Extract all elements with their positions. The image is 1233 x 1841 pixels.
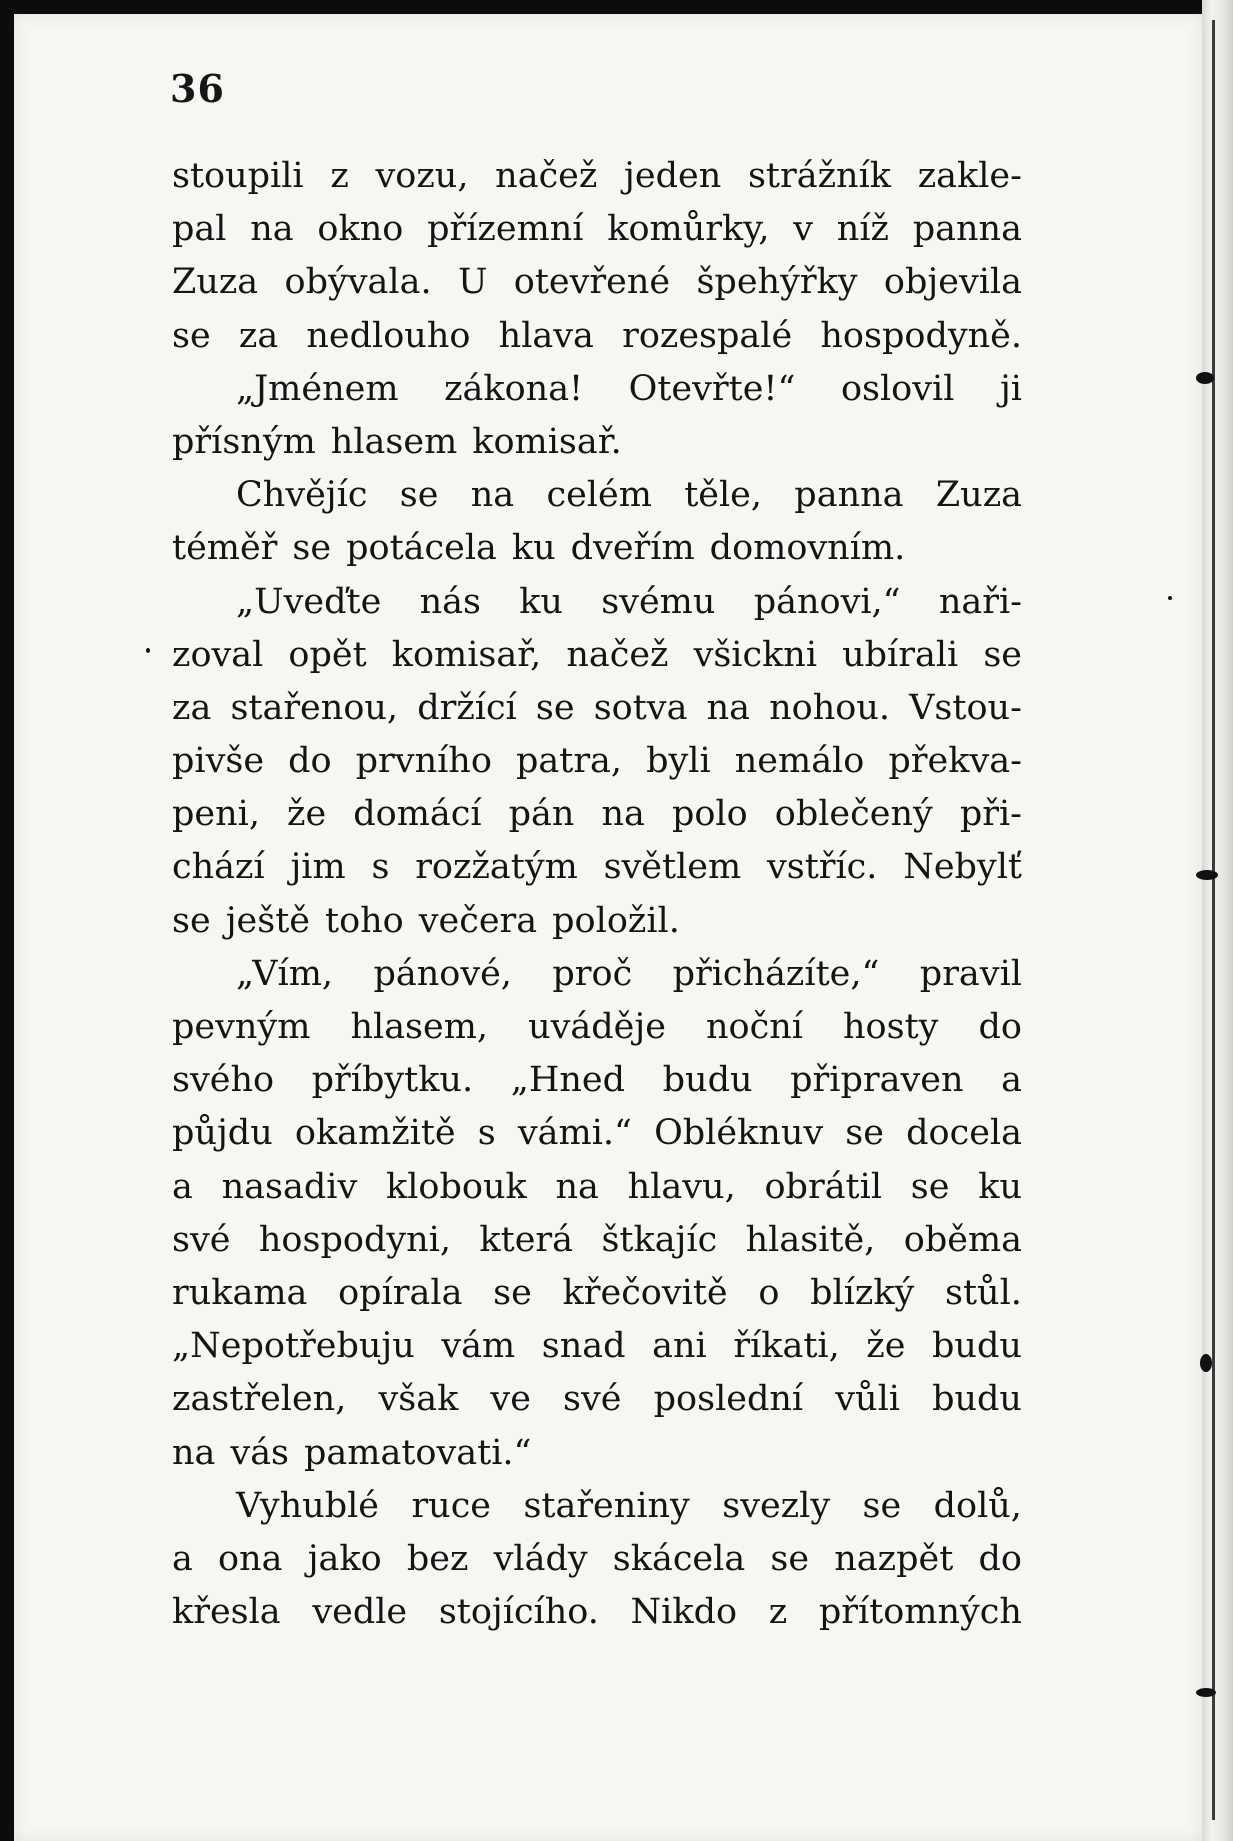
text-word: hospodyni, [258,1219,451,1260]
text-word: sotva [593,687,688,728]
text-line [172,1373,1022,1426]
text-word: komisař. [472,421,622,462]
text-word: se [493,1272,532,1313]
text-word: zastřelen, [172,1379,347,1420]
text-word: na [172,1432,216,1473]
text-line [172,1427,1022,1480]
scan-speck [146,648,150,653]
text-word: pivše [172,741,265,782]
page-binding-edge [1202,0,1233,1841]
text-word: při- [959,794,1022,835]
text-word: oblečený [774,794,933,835]
text-word: komisař, [391,634,542,675]
text-word: budu [932,1379,1022,1420]
text-word: hlasem [330,421,458,462]
text-word: držící [417,687,517,728]
text-word: s [371,847,390,888]
text-word: poslední [653,1379,804,1420]
text-word: přísným [172,421,316,462]
text-word: Nebylť [903,847,1022,888]
text-word: na [470,475,515,516]
text-word: ruce [411,1485,492,1526]
text-word: rukama [172,1272,308,1313]
text-word: na [706,687,750,728]
text-word: bez [406,1538,469,1579]
text-word: hosty [843,1007,939,1047]
text-word: pevným [172,1007,311,1047]
text-word: snad [541,1326,626,1367]
text-word: vstříc. [766,847,878,888]
text-word: stojícího. [438,1592,599,1633]
text-line [172,735,1022,788]
text-word: Nikdo [630,1592,738,1633]
text-word: z [768,1592,788,1633]
text-word: se [292,528,332,569]
text-word: která [479,1219,574,1260]
text-word: načež [495,156,598,196]
text-word: docela [906,1113,1022,1154]
text-word: vlády [493,1538,588,1579]
text-word: okno [317,209,404,250]
text-word: pánovi,“ [753,581,901,622]
text-word: Obléknuv [654,1113,824,1154]
text-word: hlasitě, [745,1219,876,1260]
text-line [172,1533,1022,1586]
text-word: vozu, [375,156,469,196]
text-word: ku [511,528,556,569]
text-word: komůrky, [607,209,770,250]
text-word: Vyhublé [236,1485,380,1526]
text-word: prvního [355,741,492,782]
text-word: nazpět [834,1538,954,1579]
text-word: obrátil [764,1166,883,1207]
text-word: křečovitě [562,1272,728,1313]
text-word: svému [601,581,716,622]
text-word: říkati, [733,1326,840,1367]
text-word: oslovil [840,368,955,409]
text-word: všickni [693,634,818,675]
text-word: opět [288,634,367,675]
text-word: noční [706,1007,803,1047]
text-word: domovním. [709,528,906,569]
text-line [172,1001,1022,1054]
text-line [172,522,1022,575]
text-line [172,788,1022,841]
text-word: celém [546,475,652,516]
text-word: těle, [684,475,762,516]
text-word: strážník [747,156,891,196]
text-line [172,416,1022,469]
text-word: v [793,209,814,250]
text-word: ona [218,1538,283,1579]
text-word: domácí [353,794,482,835]
text-word: na [250,209,294,250]
text-word: a [1001,1060,1022,1101]
text-word: panna [912,209,1022,250]
text-word: pán [508,794,575,835]
text-word: U [457,262,488,303]
text-word: rozžatým [415,847,578,888]
text-word: potácela [346,528,497,569]
text-word: Chvějíc [236,475,368,516]
text-word: se [845,1113,884,1154]
text-word: okamžitě [294,1113,456,1154]
text-word: Zuza [172,262,259,303]
text-word: pánové, [373,953,512,994]
text-word: a [172,1538,193,1579]
text-word: klobouk [386,1166,527,1207]
text-word: že [866,1326,906,1367]
text-word: večera [418,900,538,941]
text-word: uváděje [528,1007,666,1047]
scan-speck [1196,372,1214,384]
text-word: nedlouho [306,315,471,356]
text-word: patra, [515,741,623,782]
text-word: za [172,687,212,728]
text-line [172,363,1022,416]
text-word: na [601,794,645,835]
text-word: jako [307,1538,382,1579]
text-word: pal [172,209,227,250]
text-line [172,682,1022,735]
text-word: hlasem, [350,1007,489,1047]
text-word: toho [325,900,404,941]
scan-speck [1200,1354,1212,1372]
text-word: byli [646,741,711,782]
text-word: pravil [919,953,1022,994]
text-word: přízemní [427,209,584,250]
text-word: blízký [810,1272,915,1313]
text-word: s [477,1113,496,1154]
text-word: se [983,634,1022,675]
text-word: hlavu, [627,1166,736,1207]
text-word: svezly [722,1485,831,1526]
text-word: štkajíc [601,1219,718,1260]
text-word: rozespalé [622,315,793,356]
text-word: načež [566,634,669,675]
text-word: „Vím, [236,953,334,994]
text-word: nasadiv [221,1166,358,1207]
text-word: však [378,1379,459,1420]
text-line [172,1161,1022,1214]
text-word: ji [999,368,1022,409]
text-word: překva- [888,741,1022,782]
text-word: se [770,1538,810,1579]
text-word: do [978,1538,1022,1579]
text-word: „Hned [510,1060,626,1101]
text-word: hospodyně. [820,315,1022,356]
text-word: hlava [498,315,594,356]
text-word: skácela [612,1538,746,1579]
text-word: dolů, [933,1485,1022,1526]
text-word: zákona! [444,368,584,409]
text-line [172,1320,1022,1373]
text-word: stařenou, [230,687,399,728]
text-word: své [172,1219,231,1260]
text-line [172,256,1022,309]
scan-speck [1168,596,1172,600]
text-word: jeden [624,156,722,196]
text-line [172,1107,1022,1160]
text-word: jim [290,847,346,888]
text-line [172,203,1022,256]
text-line [172,841,1022,894]
text-word: nemálo [734,741,865,782]
text-word: vámi.“ [517,1113,632,1154]
text-word: ani [652,1326,707,1367]
text-word: příbytku. [311,1060,474,1101]
text-word: stůl. [945,1272,1022,1313]
text-word: dveřím [570,528,695,569]
text-word: se [910,1166,950,1207]
text-line [172,469,1022,522]
text-word: nohou. [769,687,891,728]
text-word: připraven [790,1060,964,1101]
text-word: o [758,1272,780,1313]
text-word: pamatovati.“ [304,1432,532,1473]
text-line [172,310,1022,363]
text-word: křesla [172,1592,281,1633]
text-word: půjdu [172,1113,273,1154]
text-word: stařeniny [523,1485,690,1526]
text-word: do [978,1007,1022,1047]
text-word: na [555,1166,599,1207]
text-word: stoupili [172,156,304,196]
text-word: vůli [835,1379,900,1420]
text-word: se [399,475,439,516]
text-word: vás [230,1432,290,1473]
text-word: zakle- [917,156,1022,196]
text-line [172,1480,1022,1533]
text-word: položil. [552,900,680,941]
text-word: Zuza [935,475,1022,516]
text-word: ubírali [842,634,959,675]
text-word: že [287,794,327,835]
text-line [172,895,1022,948]
text-word: do [288,741,332,782]
text-word: za [238,315,279,356]
text-word: přicházíte,“ [672,953,880,994]
text-line [172,1267,1022,1320]
text-word: ve [490,1379,531,1420]
text-line [172,150,1022,203]
text-word: Vstou- [909,687,1022,728]
text-word: opírala [338,1272,463,1313]
body-text [172,150,1022,1639]
text-word: zoval [172,634,264,675]
scan-speck [1196,870,1218,880]
text-word: peni, [172,794,260,835]
text-word: panna [794,475,904,516]
text-word: ku [519,581,563,622]
text-word: se [172,900,211,941]
text-line [172,1214,1022,1267]
text-word: a [172,1166,193,1207]
text-word: polo [671,794,748,835]
text-line [172,576,1022,629]
text-word: z [330,156,349,196]
text-word: své [563,1379,622,1420]
text-word: „Nepotřebuju [172,1326,415,1367]
text-word: svého [172,1060,275,1101]
page-number: 36 [170,66,225,111]
text-word: níž [836,209,889,250]
binding-shadow-line [1212,20,1215,1820]
text-word: „Uveďte [236,581,382,622]
text-word: proč [552,953,633,994]
text-line [172,1586,1022,1639]
text-word: objevila [883,262,1022,303]
text-word: se [862,1485,902,1526]
text-word: nás [419,581,481,622]
text-line [172,629,1022,682]
scan-speck [1196,1688,1216,1697]
text-word: otevřené [513,262,671,303]
text-word: chází [172,847,265,888]
text-word: ku [978,1166,1022,1207]
text-word: se [172,315,211,356]
text-line [172,948,1022,1001]
text-word: světlem [603,847,742,888]
text-line [172,1054,1022,1107]
text-word: budu [932,1326,1022,1367]
text-word: vedle [312,1592,408,1633]
text-word: ještě [225,900,310,941]
text-word: oběma [903,1219,1022,1260]
text-word: Otevřte!“ [628,368,796,409]
text-word: vám [441,1326,516,1367]
text-word: obývala. [284,262,432,303]
text-word: téměř [172,528,278,569]
text-word: budu [662,1060,753,1101]
text-word: se [535,687,575,728]
text-word: „Jménem [236,368,399,409]
text-word: špehýřky [696,262,858,303]
text-word: naři- [938,581,1022,622]
text-word: přítomných [818,1592,1022,1633]
